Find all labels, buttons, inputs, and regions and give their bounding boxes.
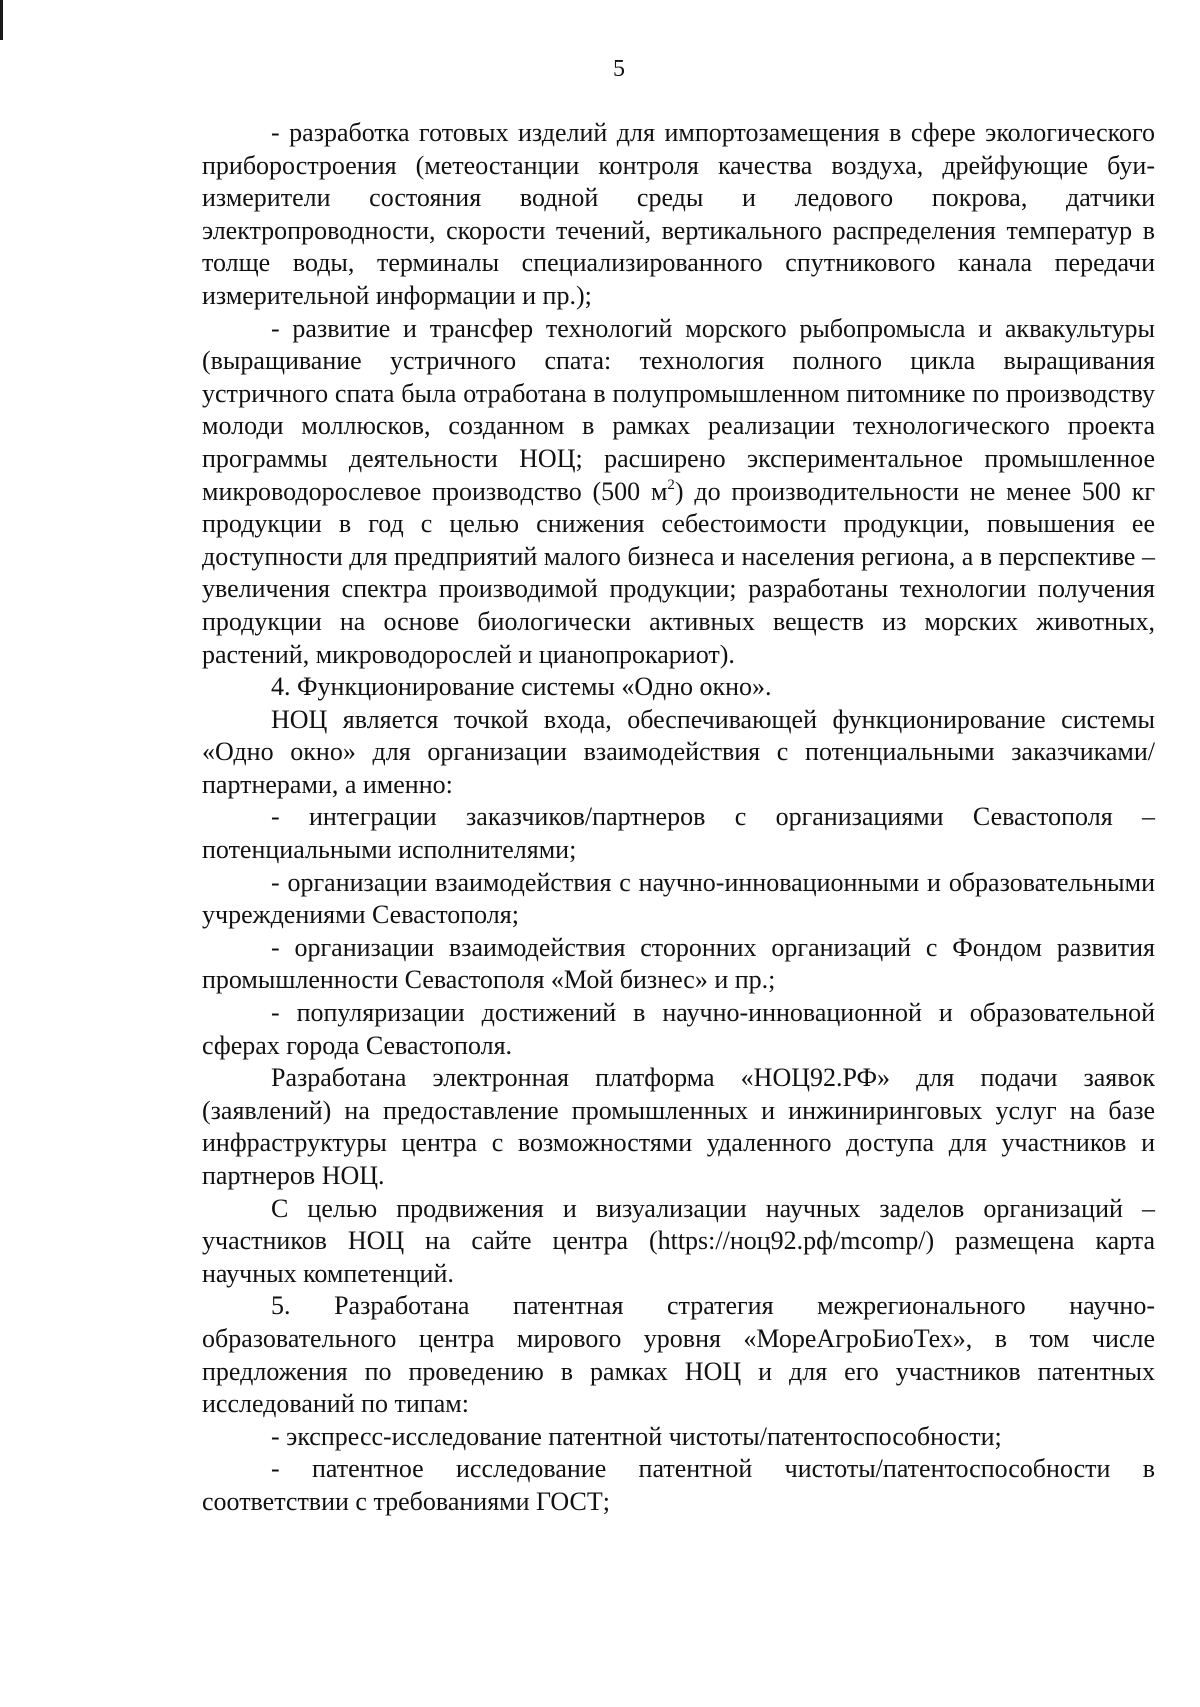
list-item-integration: - интеграции заказчиков/партнеров с организациями Севастополя – потенциальными исполнителями;	[202, 802, 1155, 865]
paragraph-aquaculture-text-2: ) до производительности не менее 500 кг продукции в год с целью снижения себестоимости продукции, повышения ее доступности для предприятий малого бизнеса и населения региона, а в перспективе – увеличения спектра производимой продукции; разработаны технологии получения продукции на основе биологически активных веществ из морских животных, растений, микроводорослей и цианопрокариот).	[202, 476, 1155, 669]
section-heading-one-window: 4. Функционирование системы «Одно окно».	[271, 672, 772, 702]
document-body	[202, 117, 1155, 1519]
paragraph-aquaculture	[202, 313, 1155, 672]
list-item-interaction-institutions: - организации взаимодействия с научно-инновационными и образовательными учреждениями Севастополя;	[202, 867, 1155, 930]
paragraph-aquaculture-text-1: - развитие и трансфер технологий морского рыбопромысла и аквакультуры (выращивание устричного спата: технология полного цикла выращивания устричного спата была отработана в полупромышленном питомнике по производству молоди моллюсков, созданном в рамках реализации технологического проекта программы деятельности НОЦ; расширено экспериментальное промышленное микроводорослевое производство (500 м	[202, 313, 1155, 506]
list-item-express-research: - экспресс-исследование патентной чистоты/патентоспособности;	[271, 1421, 1002, 1451]
list-item-interaction-fund: - организации взаимодействия сторонних организаций с Фондом развития промышленности Севастополя «Мой бизнес» и пр.;	[202, 932, 1155, 995]
page-number: 5	[613, 56, 625, 82]
superscript-square: 2	[667, 476, 675, 493]
paragraph-import-substitution: - разработка готовых изделий для импортозамещения в сфере экологического приборостроения (метеостанции контроля качества воздуха, дрейфующие буи-измерители состояния водной среды и ледового покрова, датчики электропроводности, скорости течений, вертикального распределения температур в толще воды, терминалы специализированного спутникового канала передачи измерительной информации и пр.);	[202, 118, 1155, 310]
scan-edge-mark	[0, 0, 3, 40]
paragraph-competence-map: С целью продвижения и визуализации научных заделов организаций – участников НОЦ на сайте центра (https://ноц92.рф/mcomp/) размещена карта научных компетенций.	[202, 1193, 1155, 1288]
paragraph-entry-point: НОЦ является точкой входа, обеспечивающей функционирование системы «Одно окно» для организации взаимодействия с потенциальными заказчиками/партнерами, а именно:	[202, 704, 1155, 799]
paragraph-platform: Разработана электронная платформа «НОЦ92.РФ» для подачи заявок (заявлений) на предоставление промышленных и инжиниринговых услуг на базе инфраструктуры центра с возможностями удаленного доступа для участников и партнеров НОЦ.	[202, 1063, 1155, 1190]
list-item-patent-research: - патентное исследование патентной чистоты/патентоспособности в соответствии с требованиями ГОСТ;	[202, 1454, 1155, 1516]
paragraph-patent-strategy: 5. Разработана патентная стратегия межрегионального научно-образовательного центра мирового уровня «МореАгроБиоТех», в том числе предложения по проведению в рамках НОЦ и для его участников патентных исследований по типам:	[202, 1291, 1155, 1419]
list-item-popularization: - популяризации достижений в научно-инновационной и образовательной сферах города Севастополя.	[202, 998, 1155, 1060]
